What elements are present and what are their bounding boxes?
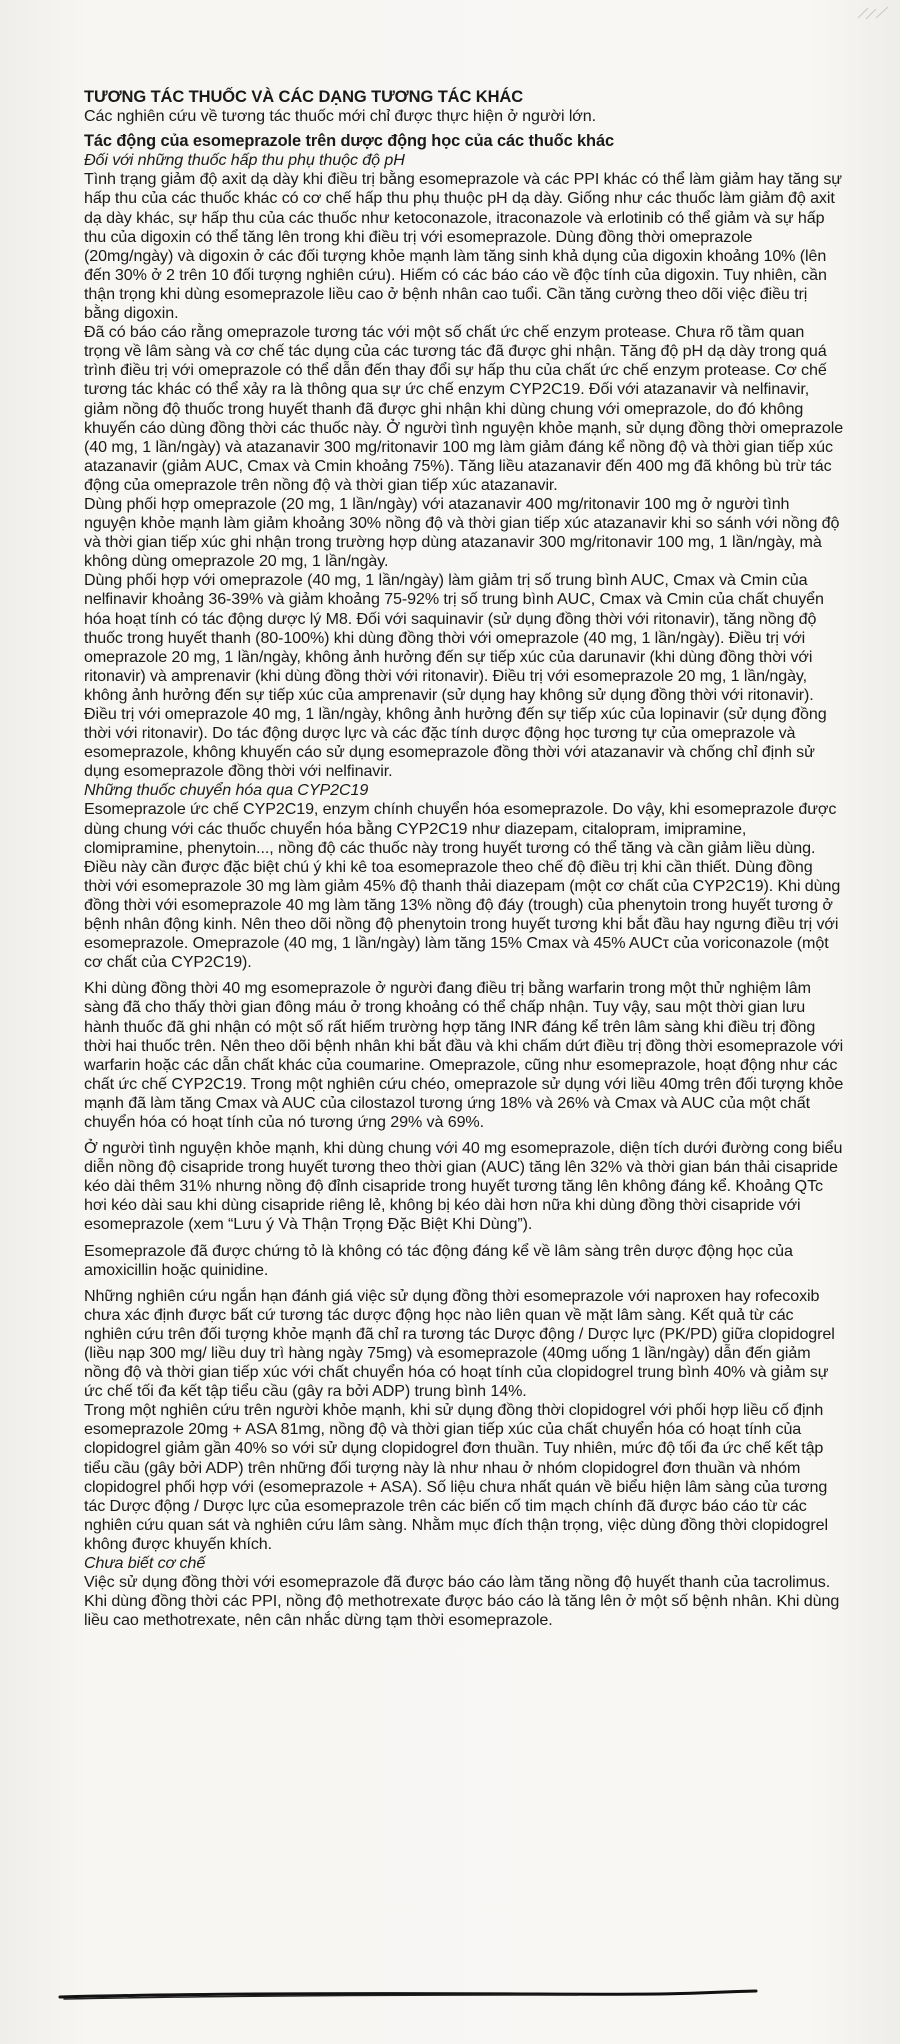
paragraph: Esomeprazole ức chế CYP2C19, enzym chính chuyển hóa esomeprazole. Do vậy, khi esomeprazole được dùng chung với các thuốc chuyển hóa bằng CYP2C19 như diazepam, citalopram, imipramine, clomipramine, phenytoin..., nồng độ các thuốc này trong huyết tương có thể tăng và cần giảm liều dùng. Điều này cần được đặc biệt chú ý khi kê toa esomeprazole theo chế độ điều trị khi cần thiết. Dùng đồng thời với esomeprazole 30 mg làm giảm 45% độ thanh thải diazepam (một cơ chất của CYP2C19). Khi dùng đồng thời với esomeprazole 40 mg làm tăng 13% nồng độ đáy (trough) của phenytoin trong huyết tương ở bệnh nhân động kinh. Nên theo dõi nồng độ phenytoin trong huyết tương khi bắt đầu hay ngưng điều trị với esomeprazole. Omeprazole (40 mg, 1 lần/ngày) làm tăng 15% Cmax và 45% AUCτ của voriconazole (một cơ chất của CYP2C19). — [84, 800, 841, 972]
document-body — [84, 88, 844, 1630]
paragraph: Khi dùng đồng thời 40 mg esomeprazole ở người đang điều trị bằng warfarin trong một thử nghiệm lâm sàng đã cho thấy thời gian đông máu ở trong khoảng có thể chấp nhận. Tuy vậy, sau một thời gian lưu hành thuốc đã ghi nhận có một số rất hiếm trường hợp tăng INR đáng kể trên lâm sàng khi điều trị đồng thời hai thuốc trên. Nên theo dõi bệnh nhân khi bắt đầu và khi chấm dứt điều trị đồng thời esomeprazole với warfarin hoặc các dẫn chất khác của coumarine. Omeprazole, cũng như esomeprazole, hoạt động như các chất ức chế CYP2C19. Trong một nghiên cứu chéo, omeprazole sử dụng với liều 40mg trên đối tượng khỏe mạnh đã làm tăng Cmax và AUC của cilostazol tương ứng 18% và 26% và Cmax và AUC của một chất chuyển hóa có hoạt tính của nó tương ứng 29% và 69%. — [84, 979, 844, 1131]
paragraph: Ở người tình nguyện khỏe mạnh, khi dùng chung với 40 mg esomeprazole, diện tích dưới đường cong biểu diễn nồng độ cisapride trong huyết tương theo thời gian (AUC) tăng lên 32% và thời gian bán thải cisapride kéo dài thêm 31% nhưng nồng độ đỉnh cisapride trong huyết tương tăng lên không đáng kể. Khoảng QTc hơi kéo dài sau khi dùng cisapride riêng lẻ, không bị kéo dài hơn nữa khi dùng đồng thời cisapride với esomeprazole (xem “Lưu ý Và Thận Trọng Đặc Biệt Khi Dùng”). — [84, 1139, 843, 1234]
paragraph: Esomeprazole đã được chứng tỏ là không có tác động đáng kể về lâm sàng trên dược động học của amoxicillin hoặc quinidine. — [84, 1241, 793, 1279]
paragraph: Trong một nghiên cứu trên người khỏe mạnh, khi sử dụng đồng thời clopidogrel với phối hợp liều cố định esomeprazole 20mg + ASA 81mg, nồng độ và thời gian tiếp xúc của chất chuyển hóa có hoạt tính của clopidogrel giảm gần 40% so với sử dụng clopidogrel đơn thuần. Tuy nhiên, mức độ tối đa ức chế kết tập tiểu cầu (gây bởi ADP) trên những đối tượng này là như nhau ở nhóm clopidogrel đơn thuần và nhóm clopidogrel phối hợp với (esomeprazole + ASA). Số liệu chưa nhất quán về biểu hiện lâm sàng của tương tác Dược động / Dược lực của esomeprazole trên các biến cố tim mạch chính đã được báo cáo từ các nghiên cứu quan sát và nghiên cứu lâm sàng. Nhằm mục đích thận trọng, việc dùng đồng thời clopidogrel không được khuyến khích. — [84, 1401, 828, 1553]
subheading-cyp2c19: Những thuốc chuyển hóa qua CYP2C19 — [84, 781, 369, 800]
paragraph: Dùng phối hợp với omeprazole (40 mg, 1 lần/ngày) làm giảm trị số trung bình AUC, Cmax và Cmin của nelfinavir khoảng 36-39% và giảm khoảng 75-92% trị số trung bình AUC, Cmax và Cmin của chất chuyển hóa hoạt tính có tác động dược lý M8. Đối với saquinavir (sử dụng đồng thời với ritonavir), tăng nồng độ thuốc trong huyết thanh (80-100%) khi dùng đồng thời với omeprazole (40 mg, 1 lần/ngày). Điều trị với omeprazole 20 mg, 1 lần/ngày, không ảnh hưởng đến sự tiếp xúc của darunavir (khi dùng đồng thời với ritonavir) và amprenavir (khi dùng đồng thời với ritonavir). Điều trị với esomeprazole 20 mg, 1 lần/ngày, không ảnh hưởng đến sự tiếp xúc của amprenavir (sử dụng hay không sử dụng đồng thời với ritonavir). Điều trị với omeprazole 40 mg, 1 lần/ngày, không ảnh hưởng đến sự tiếp xúc của lopinavir (sử dụng đồng thời với ritonavir). Do tác động dược lực và các đặc tính dược động học tương tự của omeprazole và esomeprazole, không khuyến cáo sử dụng esomeprazole đồng thời với atazanavir và chống chỉ định sử dụng esomeprazole đồng thời với nelfinavir. — [84, 571, 827, 781]
section-heading: Tác động của esomeprazole trên dược động học của các thuốc khác — [84, 132, 615, 151]
section-title: TƯƠNG TÁC THUỐC VÀ CÁC DẠNG TƯƠNG TÁC KHÁC — [84, 88, 524, 106]
paragraph: Dùng phối hợp omeprazole (20 mg, 1 lần/ngày) với atazanavir 400 mg/ritonavir 100 mg ở người tình nguyện khỏe mạnh làm giảm khoảng 30% nồng độ và thời gian tiếp xúc atazanavir khi so sánh với nồng độ và thời gian tiếp xúc ghi nhận trong trường hợp dùng atazanavir 300 mg/ritonavir 100 mg, 1 lần/ngày, mà không dùng omeprazole 20 mg, 1 lần/ngày. — [84, 494, 840, 571]
paragraph: Việc sử dụng đồng thời với esomeprazole đã được báo cáo làm tăng nồng độ huyết thanh của tacrolimus. — [84, 1573, 831, 1592]
intro-text: Các nghiên cứu về tương tác thuốc mới chỉ được thực hiện ở người lớn. — [84, 107, 596, 126]
subheading-ph-dependent: Đối với những thuốc hấp thu phụ thuộc độ pH — [84, 151, 405, 170]
scan-artifact-mark — [854, 4, 894, 22]
paragraph: Khi dùng đồng thời các PPI, nồng độ methotrexate được báo cáo là tăng lên ở một số bệnh nhân. Khi dùng liều cao methotrexate, nên cân nhắc dừng tạm thời esomeprazole. — [84, 1592, 840, 1630]
pen-underline-mark — [58, 1988, 758, 2002]
subheading-unknown-mechanism: Chưa biết cơ chế — [84, 1554, 206, 1573]
paragraph: Những nghiên cứu ngắn hạn đánh giá việc sử dụng đồng thời esomeprazole với naproxen hay rofecoxib chưa xác định được bất cứ tương tác dược động học nào liên quan về mặt lâm sàng. Kết quả từ các nghiên cứu trên đối tượng khỏe mạnh đã chỉ ra tương tác Dược động / Dược lực (PK/PD) giữa clopidogrel (liều nạp 300 mg/ liều duy trì hàng ngày 75mg) và esomeprazole (40mg uống 1 lần/ngày) dẫn đến giảm nồng độ và thời gian tiếp xúc với chất chuyển hóa có hoạt tính của clopidogrel trung bình 40% và giảm sự ức chế tối đa kết tập tiểu cầu (gây ra bởi ADP) trung bình 14%. — [84, 1286, 835, 1401]
paragraph: Đã có báo cáo rằng omeprazole tương tác với một số chất ức chế enzym protease. Chưa rõ tầm quan trọng về lâm sàng và cơ chế tác dụng của các tương tác đã được ghi nhận. Tăng độ pH dạ dày trong quá trình điều trị với omeprazole có thể dẫn đến thay đổi sự hấp thu của chất ức chế enzym protease. Cơ chế tương tác khác có thể xảy ra là thông qua sự ức chế enzym CYP2C19. Đối với atazanavir và nelfinavir, giảm nồng độ thuốc trong huyết thanh đã được ghi nhận khi dùng chung với omeprazole, do đó không khuyến cáo dùng đồng thời các thuốc này. Ở người tình nguyện khỏe mạnh, sử dụng đồng thời omeprazole (40 mg, 1 lần/ngày) và atazanavir 300 mg/ritonavir 100 mg làm giảm đáng kể nồng độ và thời gian tiếp xúc atazanavir (giảm AUC, Cmax và Cmin khoảng 75%). Tăng liều atazanavir đến 400 mg đã không bù trừ tác động của omeprazole trên nồng độ và thời gian tiếp xúc atazanavir. — [84, 323, 844, 494]
paragraph: Tình trạng giảm độ axit dạ dày khi điều trị bằng esomeprazole và các PPI khác có thể làm giảm hay tăng sự hấp thu của các thuốc khác có cơ chế hấp thu phụ thuộc pH dạ dày. Giống như các thuốc làm giảm độ axit dạ dày khác, sự hấp thu của các thuốc như ketoconazole, itraconazole và erlotinib có thể giảm và sự hấp thu của digoxin có thể tăng lên trong khi điều trị với esomeprazole. Dùng đồng thời omeprazole (20mg/ngày) và digoxin ở các đối tượng khỏe mạnh làm tăng sinh khả dụng của digoxin khoảng 10% (lên đến 30% ở 2 trên 10 đối tượng nghiên cứu). Hiếm có các báo cáo về độc tính của digoxin. Tuy nhiên, cần thận trọng khi dùng esomeprazole liều cao ở bệnh nhân cao tuổi. Cần tăng cường theo dõi việc điều trị bằng digoxin. — [84, 170, 842, 323]
